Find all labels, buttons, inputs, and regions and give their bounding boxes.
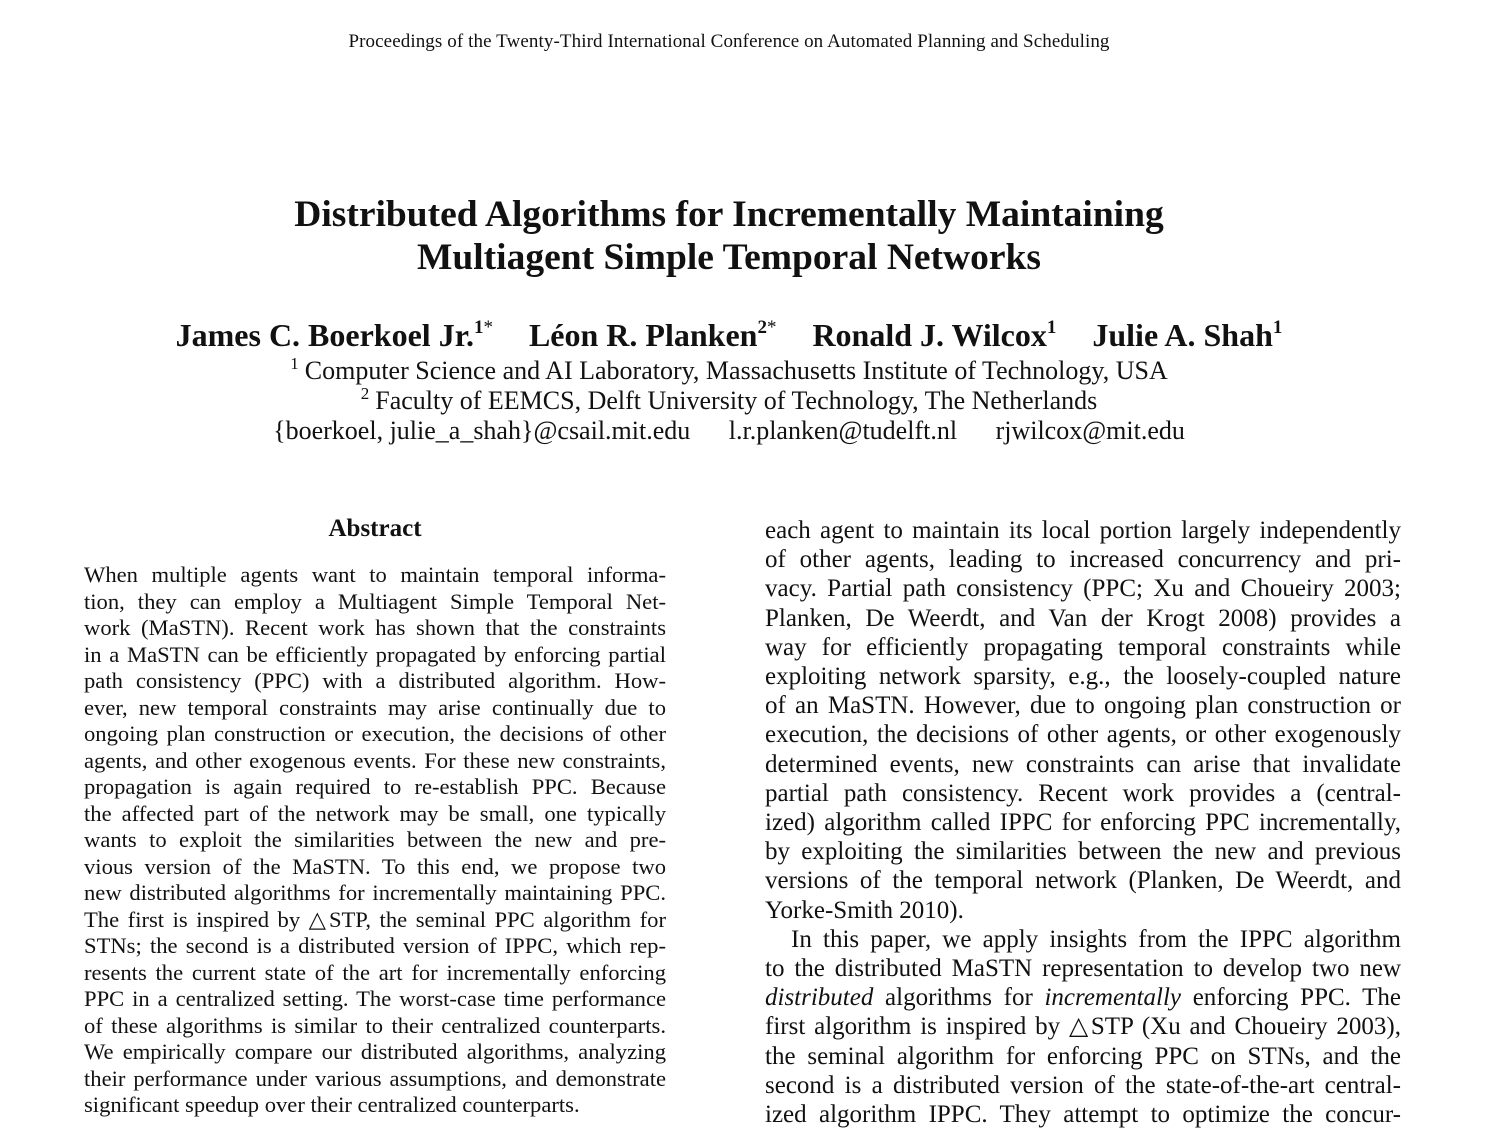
abstract-line: tion, they can employ a Multiagent Simple Temporal Net- — [84, 588, 666, 614]
body-line: ized) algorithm called IPPC for enforcing PPC incrementally, — [765, 809, 1401, 837]
abstract-line: wants to exploit the similarities between the new and pre- — [84, 827, 666, 852]
abstract-line: propagation is again required to re-establish PPC. Because — [84, 774, 666, 799]
abstract-line: resents the current state of the art for incrementally enforcing — [84, 959, 666, 985]
body-line: ized algorithm IPPC. They attempt to optimize the concur- — [765, 1101, 1401, 1129]
body-line: Planken, De Weerdt, and Van der Krogt 2008) provides a — [765, 604, 1401, 632]
body-line: exploiting network sparsity, e.g., the loosely-coupled nature — [765, 663, 1401, 691]
title-line-2: Multiagent Simple Temporal Networks — [417, 237, 1041, 278]
title-line-1: Distributed Algorithms for Incrementally Maintaining — [294, 194, 1164, 235]
affiliation-mit: $^1$ Computer Science and AI Laboratory, Massachusetts Institute of Technology, USA — [290, 354, 1168, 385]
body-line: partial path consistency. Recent work provides a (central- — [765, 779, 1401, 807]
body-line: versions of the temporal network (Planken, De Weerdt, and — [765, 867, 1401, 895]
email-planken[interactable]: l.r.planken@tudelft.nl — [728, 416, 958, 445]
abstract-line: The first is inspired by △STP, the seminal PPC algorithm for — [84, 906, 666, 932]
abstract-line: When multiple agents want to maintain temporal informa- — [84, 562, 666, 587]
abstract-line: ongoing plan construction or execution, the decisions of other — [84, 721, 666, 746]
body-line: the seminal algorithm for enforcing PPC on STNs, and the — [765, 1042, 1401, 1070]
running-head: Proceedings of the Twenty-Third International Conference on Automated Planning and Scheduling — [348, 31, 1110, 52]
body-line: way for efficiently propagating temporal constraints while — [765, 633, 1401, 661]
abstract-line: the affected part of the network may be small, one typically — [84, 800, 666, 826]
body-line: by exploiting the similarities between the new and previous — [765, 838, 1401, 866]
body-line: of other agents, leading to increased concurrency and pri- — [765, 546, 1401, 574]
abstract-line: in a MaSTN can be efficiently propagated by enforcing partial — [84, 641, 666, 667]
body-line: of an MaSTN. However, due to ongoing plan construction or — [765, 692, 1401, 720]
emphasis-incrementally: incrementally — [1044, 984, 1182, 1012]
body-line: Yorke-Smith 2010). — [765, 896, 964, 924]
abstract-line: ever, new temporal constraints may arise continually due to — [84, 694, 666, 720]
author-emails — [0, 416, 1458, 446]
abstract-line: their performance under various assumptions, and demonstrate — [84, 1065, 666, 1091]
paper-title — [0, 193, 1458, 279]
abstract-line: PPC in a centralized setting. The worst-case time performance — [84, 986, 666, 1011]
body-line: second is a distributed version of the state-of-the-art central- — [765, 1071, 1401, 1099]
abstract-line: work (MaSTN). Recent work has shown that the constraints — [84, 615, 666, 640]
body-line: distributed algorithms for incrementally enforcing PPC. The — [765, 984, 1401, 1012]
abstract-line: path consistency (PPC) with a distributed algorithm. How- — [84, 668, 666, 693]
body-line: first algorithm is inspired by △STP (Xu and Choueiry 2003), — [765, 1013, 1401, 1041]
body-line: vacy. Partial path consistency (PPC; Xu and Choueiry 2003; — [765, 575, 1401, 603]
abstract-body — [84, 562, 666, 1119]
body-line: each agent to maintain its local portion largely independently — [765, 517, 1401, 544]
author-boerkoel: James C. Boerkoel Jr.$^{1*}$ — [175, 317, 493, 353]
abstract-line: vious version of the MaSTN. To this end, we propose two — [84, 853, 666, 879]
abstract-line: STNs; the second is a distributed version of IPPC, which rep- — [84, 933, 666, 958]
body-line: determined events, new constraints can arise that invalidate — [765, 750, 1401, 778]
emphasis-distributed: distributed — [765, 984, 874, 1012]
author-wilcox: Ronald J. Wilcox$^1$ — [812, 317, 1057, 353]
author-planken: Léon R. Planken$^{2*}$ — [528, 317, 777, 353]
abstract-heading: Abstract — [328, 515, 422, 542]
email-wilcox[interactable]: rjwilcox@mit.edu — [995, 416, 1185, 445]
author-shah: Julie A. Shah$^1$ — [1092, 317, 1283, 353]
author-list — [0, 316, 1458, 354]
abstract-line: of these algorithms is similar to their centralized counterparts. — [84, 1012, 666, 1038]
body-column-right — [765, 516, 1401, 1129]
abstract-line: new distributed algorithms for incrementally maintaining PPC. — [84, 880, 666, 905]
body-line: execution, the decisions of other agents, or other exogenously — [765, 721, 1401, 749]
abstract-line: We empirically compare our distributed algorithms, analyzing — [84, 1039, 666, 1064]
abstract-line: agents, and other exogenous events. For these new constraints, — [84, 747, 666, 773]
body-line: to the distributed MaSTN representation to develop two new — [765, 955, 1401, 983]
affiliation-delft: $^2$ Faculty of EEMCS, Delft University of Technology, The Netherlands — [360, 384, 1098, 415]
body-line: In this paper, we apply insights from the IPPC algorithm — [791, 925, 1401, 953]
abstract-line: significant speedup over their centralized counterparts. — [84, 1092, 580, 1117]
email-mit-group[interactable]: {boerkoel, julie_a_shah}@csail.mit.edu — [273, 416, 691, 445]
